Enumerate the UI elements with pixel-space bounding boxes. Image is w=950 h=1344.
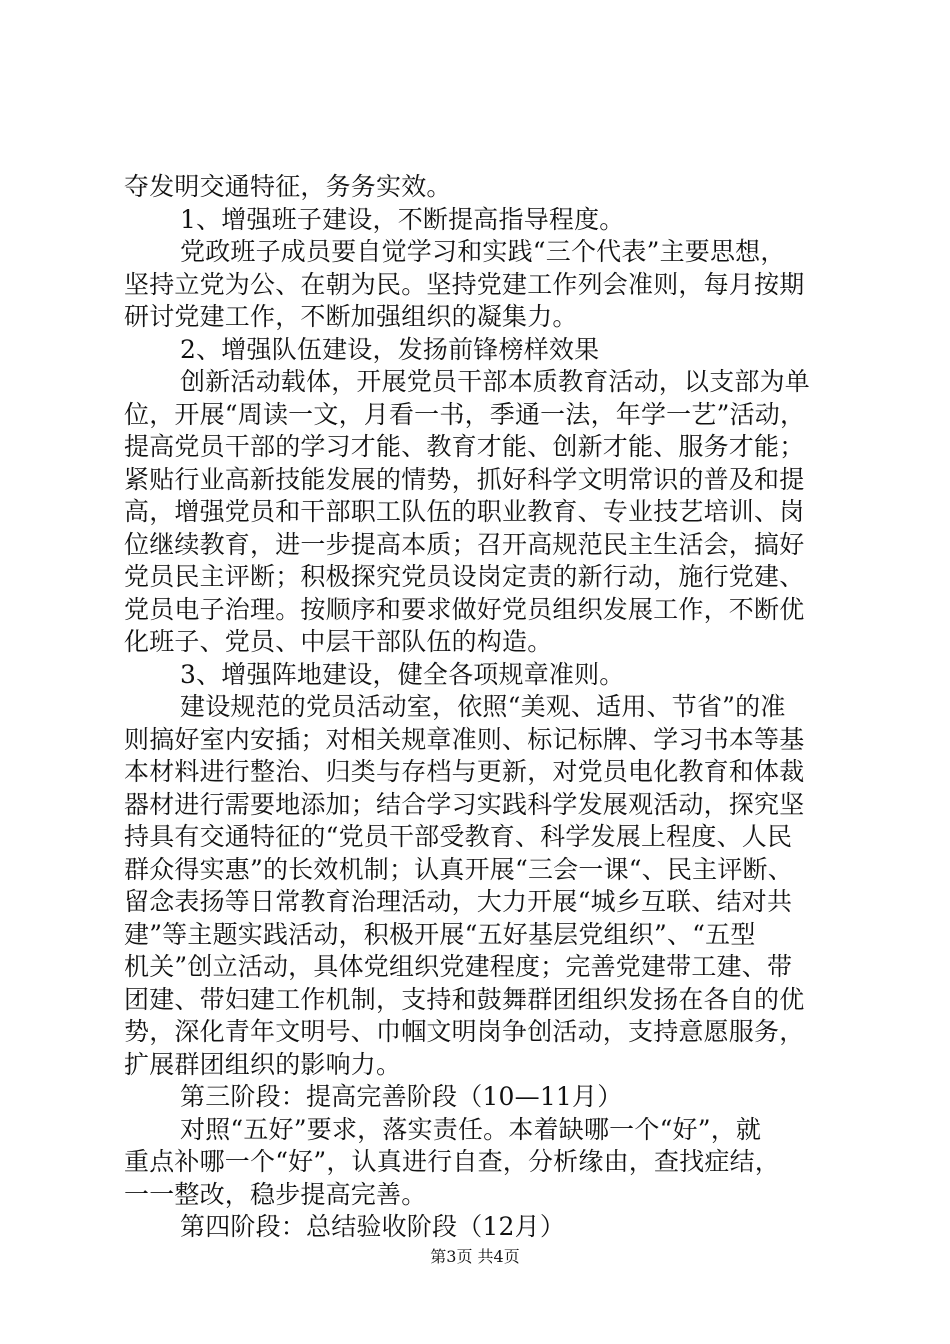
text-line: 1、增强班子建设，不断提高指导程度。 [180,204,625,234]
text-line: 位继续教育，进一步提高本质；召开高规范民主生活会，搞好 [124,529,805,559]
text-line: 一一整改，稳步提高完善。 [124,1179,427,1209]
page-footer: 第3页 共4页 [430,1247,520,1266]
text-line: 建”等主题实践活动，积极开展“五好基层党组织”、“五型 [124,919,756,949]
text-line: 研讨党建工作，不断加强组织的凝集力。 [124,302,578,331]
text-line: 第三阶段：提高完善阶段（10—11月） [180,1082,623,1111]
text-line: 扩展群团组织的影响力。 [124,1049,402,1079]
text-line: 群众得实惠”的长效机制；认真开展“三会一课“、民主评断、 [124,854,793,884]
text-line: 夺发明交通特征，务务实效。 [124,172,452,201]
document-body [124,171,844,1244]
text-line: 第四阶段：总结验收阶段（12月） [180,1212,566,1241]
text-line: 持具有交通特征的“党员干部受教育、科学发展上程度、人民 [124,822,793,851]
text-line: 团建、带妇建工作机制，支持和鼓舞群团组织发扬在各自的优 [124,984,805,1014]
text-line: 坚持立党为公、在朝为民。坚持党建工作列会准则，每月按期 [124,269,805,299]
text-line: 2、增强队伍建设，发扬前锋榜样效果 [180,334,600,364]
text-line: 对照“五好”要求，落实责任。本着缺哪一个“好”，就 [180,1114,762,1144]
text-line: 党员民主评断；积极探究党员设岗定责的新行动，施行党建、 [124,562,805,591]
text-line: 高，增强党员和干部职工队伍的职业教育、专业技艺培训、岗 [124,497,805,526]
text-line: 3、增强阵地建设，健全各项规章准则。 [180,659,625,689]
text-line: 提高党员干部的学习才能、教育才能、创新才能、服务才能； [124,432,805,461]
text-line: 势，深化青年文明号、巾帼文明岗争创活动，支持意愿服务， [124,1017,805,1046]
text-line: 党政班子成员要自觉学习和实践“三个代表”主要思想， [180,237,786,266]
text-line: 机关”创立活动，具体党组织党建程度；完善党建带工建、带 [124,952,793,981]
text-line: 重点补哪一个“好”，认真进行自查，分析缘由，查找症结， [124,1147,780,1176]
text-line: 党员电子治理。按顺序和要求做好党员组织发展工作，不断优 [124,594,805,624]
text-line: 则搞好室内安插；对相关规章准则、标记标牌、学习书本等基 [124,724,805,754]
text-line: 位，开展“周读一文，月看一书，季通一法，年学一艺”活动， [124,399,806,429]
text-line: 建设规范的党员活动室，依照“美观、适用、节省”的准 [180,692,786,721]
text-line: 创新活动载体，开展党员干部本质教育活动，以支部为单 [180,367,811,396]
text-line: 本材料进行整治、归类与存档与更新，对党员电化教育和体裁 [124,757,805,786]
text-line: 紧贴行业高新技能发展的情势，抓好科学文明常识的普及和提 [124,464,805,494]
text-line: 化班子、党员、中层干部队伍的构造。 [124,627,553,656]
text-line: 器材进行需要地添加；结合学习实践科学发展观活动，探究坚 [124,789,805,819]
text-line: 留念表扬等日常教育治理活动，大力开展“城乡互联、结对共 [124,887,793,916]
